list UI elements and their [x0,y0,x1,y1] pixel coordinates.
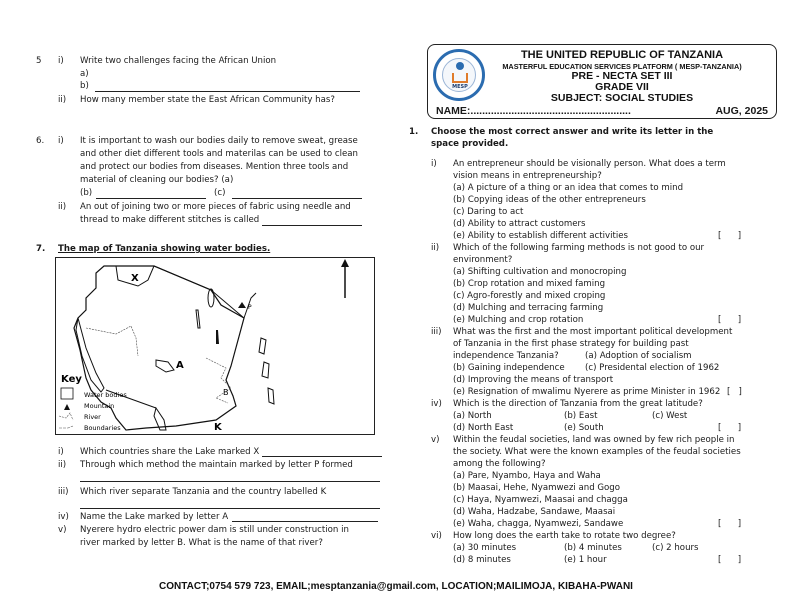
option-d: (d) Waha, Hadzabe, Sandawe, Maasai [453,507,616,517]
tanzania-map-drawing [56,258,376,436]
map-key-river: River [84,413,101,421]
option-e: (e) 1 hour [564,555,607,565]
option-e: (e) South [564,423,604,433]
map-key-water-bodies: Water bodies [84,391,127,399]
item-stem: How long does the earth take to rotate two degree? [453,531,676,541]
item-stem: Which of the following farming methods is not good to our [453,243,705,253]
option-c: (c) 2 hours [652,543,699,553]
answer-label-a: a) [80,69,89,79]
sub-question-number: i) [58,447,64,457]
item-stem: An entrepreneur should be visionally person. What does a term [453,159,726,169]
question-text-line: It is important to wash our bodies daily to remove sweat, grease [80,136,358,146]
sub-question-number: ii) [58,202,67,212]
option-d: (d) Mulching and terracing farming [453,303,604,313]
question-text-line: Nyerere hydro electric power dam is still under construction in [80,525,349,535]
option-c: (c) West [652,411,688,421]
answer-line[interactable] [232,198,362,199]
country-title: THE UNITED REPUBLIC OF TANZANIA [520,49,724,61]
question-text-line: and protect our bodies from diseases. Mention three tools and [80,162,349,172]
question-text-line: An out of joining two or more pieces of fabric using needle and [80,202,351,212]
instruction-line: Choose the most correct answer and write its letter in the [431,127,714,137]
item-number: iii) [431,327,442,337]
answer-box[interactable]: [ ] [718,519,742,529]
sub-question-number: iii) [58,487,69,497]
grade-title: GRADE VII [595,81,649,93]
tanzania-map [55,257,375,435]
option-d: (d) North East [453,423,514,433]
option-c: (c) Haya, Nyamwezi, Maasai and chagga [453,495,628,505]
question-number: 6. [36,136,45,146]
map-key-boundaries: Boundaries [84,424,121,432]
option-b: (b) East [564,411,598,421]
option-c: (c) Presidental election of 1962 [585,363,720,373]
item-number: vi) [431,531,442,541]
platform-title: MASTERFUL EDUCATION SERVICES PLATFORM ( MESP-TANZANIA) [502,62,742,71]
map-key-title: Key [61,374,82,385]
option-c: (c) Daring to act [453,207,524,217]
answer-label-b: b) [80,81,89,91]
footer-contact: CONTACT;0754 579 723, EMAIL;mesptanzania@gmail.com, LOCATION;MAILIMOJA, KIBAHA-PWANI [159,581,633,592]
item-stem: the society. What were the known examples of the feudal societies [453,447,741,457]
answer-box[interactable]: [ ] [718,231,742,241]
sub-question-number: iv) [58,512,69,522]
item-stem: Within the feudal societies, land was owned by few rich people in [453,435,735,445]
sub-question-number: i) [58,56,64,66]
option-b: (b) Gaining independence [453,363,565,373]
option-a: (a) North [453,411,492,421]
option-d: (d) Improving the means of transport [453,375,614,385]
sub-question-number: v) [58,525,67,535]
subject-title: SUBJECT: SOCIAL STUDIES [550,92,694,104]
map-label-x: X [131,273,139,284]
instruction-line: space provided. [431,139,509,149]
option-c: (c) Agro-forestly and mixed croping [453,291,606,301]
name-field[interactable]: NAME:....................................................... [436,105,631,117]
option-e: (e) Mulching and crop rotation [453,315,584,325]
map-label-p: P [248,304,252,311]
question-text: Which river separate Tanzania and the country labelled K [80,487,327,497]
question-text: Through which method the maintain marked by letter P formed [80,460,353,470]
exam-header [427,44,777,119]
answer-line[interactable] [232,521,378,522]
question-text-line: thread to make different stitches is called [80,215,260,225]
answer-line[interactable] [96,198,206,199]
item-stem: among the following? [453,459,546,469]
logo-text: MESP [452,84,468,90]
question-text: Which countries share the Lake marked X [80,447,260,457]
map-label-a: A [176,360,184,371]
question-text-line: river marked by letter B. What is the name of that river? [80,538,323,548]
answer-line[interactable] [95,91,360,92]
item-number: ii) [431,243,440,253]
exam-date: AUG, 2025 [715,105,768,117]
answer-line[interactable] [262,456,382,457]
question-text: How many member state the East African Community has? [80,95,335,105]
option-b: (b) Copying ideas of the other entrepreneurs [453,195,646,205]
sub-question-number: ii) [58,460,67,470]
answer-box[interactable]: [ ] [727,387,742,397]
map-label-k: K [214,422,222,433]
option-a: (a) Adoption of socialism [585,351,692,361]
sub-question-number: ii) [58,95,67,105]
answer-line[interactable] [80,508,380,509]
sub-question-number: i) [58,136,64,146]
option-b: (b) Crop rotation and mixed faming [453,279,606,289]
map-key-mountain: Mountain [84,402,115,410]
answer-line[interactable] [262,225,362,226]
map-label-b: B [223,388,229,397]
question-text-line: material of cleaning our bodies? (a) [80,175,234,185]
option-e: (e) Resignation of mwalimu Nyerere as prime Minister in 1962 [453,387,721,397]
item-stem: Which is the direction of Tanzania from the great latitude? [453,399,703,409]
answer-label-c: (c) [214,188,226,198]
answer-box[interactable]: [ ] [718,315,742,325]
question-number: 5 [36,56,42,66]
answer-box[interactable]: [ ] [718,555,742,565]
option-a: (a) A picture of a thing or an idea that comes to mind [453,183,684,193]
answer-box[interactable]: [ ] [718,423,742,433]
option-b: (b) 4 minutes [564,543,622,553]
item-number: i) [431,159,437,169]
answer-line[interactable] [80,481,380,482]
question-number: 7. [36,244,46,254]
item-number: v) [431,435,440,445]
item-stem: vision means in entrepreneurship? [453,171,602,181]
exam-title: PRE - NECTA SET III [571,70,673,82]
item-stem: independence Tanzania? [453,351,559,361]
question-text: Write two challenges facing the African Union [80,56,277,66]
question-title: The map of Tanzania showing water bodies. [58,244,271,254]
item-stem: What was the first and the most important political development [453,327,733,337]
item-stem: environment? [453,255,513,265]
answer-label-b: (b) [80,188,93,198]
option-b: (b) Maasai, Hehe, Nyamwezi and Gogo [453,483,621,493]
question-text: Name the Lake marked by letter A [80,512,229,522]
option-a: (a) Pare, Nyambo, Haya and Waha [453,471,601,481]
item-number: iv) [431,399,442,409]
item-stem: of Tanzania in the first phase strategy for building past [453,339,689,349]
question-number: 1. [409,127,419,137]
option-d: (d) 8 minutes [453,555,511,565]
option-d: (d) Ability to attract customers [453,219,586,229]
option-e: (e) Ability to establish different activities [453,231,629,241]
option-e: (e) Waha, chagga, Nyamwezi, Sandawe [453,519,624,529]
option-a: (a) 30 minutes [453,543,517,553]
question-text-line: and other diet different tools and materilas can be used to clean [80,149,358,159]
option-a: (a) Shifting cultivation and monocroping [453,267,627,277]
